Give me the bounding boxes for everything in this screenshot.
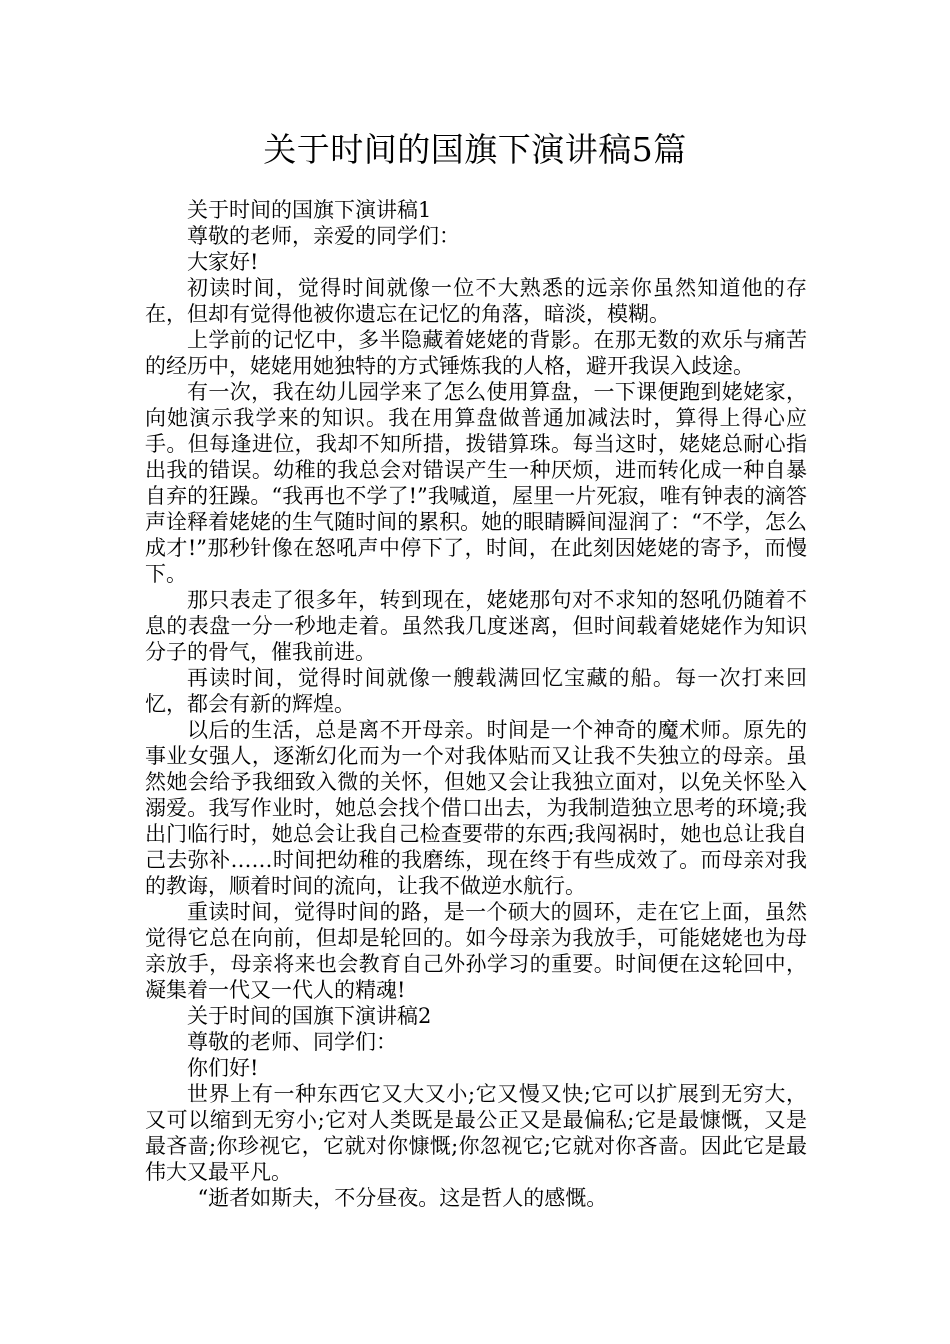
greeting: 大家好!	[187, 250, 259, 274]
salutation: 尊敬的老师、同学们：	[187, 1030, 397, 1054]
document-body	[145, 197, 807, 1211]
body-paragraph: 有一次，我在幼儿园学来了怎么使用算盘，一下课便跑到姥姥家，向她演示我学来的知识。我在用算盘做普通加减法时，算得上得心应手。但每逢进位，我却不知所措，拨错算珠。每当这时，姥姥总耐心指出我的错误。幼稚的我总会对错误产生一种厌烦，进而转化成一种自暴自弃的狂躁。“我再也不学了!”我喊道，屋里一片死寂，唯有钟表的滴答声诠释着姥姥的生气随时间的累积。她的眼睛瞬间湿润了：“不学，怎么成才!”那秒针像在怒吼声中停下了，时间，在此刻因姥姥的寄予，而慢下。	[145, 380, 807, 586]
body-paragraph: 上学前的记忆中，多半隐藏着姥姥的背影。在那无数的欢乐与痛苦的经历中，姥姥用她独特的方式锤炼我的人格，避开我误入歧途。	[145, 328, 807, 378]
speech-heading: 关于时间的国旗下演讲稿1	[187, 198, 432, 222]
body-paragraph: 再读时间，觉得时间就像一艘载满回忆宝藏的船。每一次打来回忆，都会有新的辉煌。	[145, 666, 807, 716]
body-paragraph: 世界上有一种东西它又大又小;它又慢又快;它可以扩展到无穷大，又可以缩到无穷小;它对人类既是最公正又是最偏私;它是最慷慨，又是最吝啬;你珍视它，它就对你慷慨;你忽视它;它就对你吝啬。因此它是最伟大又最平凡。	[145, 1082, 807, 1184]
salutation: 尊敬的老师，亲爱的同学们：	[187, 224, 460, 248]
body-paragraph: “逝者如斯夫，不分昼夜。这是哲人的感慨。	[197, 1186, 608, 1210]
body-paragraph: 初读时间，觉得时间就像一位不大熟悉的远亲你虽然知道他的存在，但却有觉得他被你遗忘在记忆的角落，暗淡，模糊。	[145, 276, 807, 326]
body-paragraph: 重读时间，觉得时间的路，是一个硕大的圆环，走在它上面，虽然觉得它总在向前，但却是轮回的。如今母亲为我放手，可能姥姥也为母亲放手，母亲将来也会教育自己外孙学习的重要。时间便在这轮回中，凝集着一代又一代人的精魂!	[145, 900, 807, 1002]
document-title: 关于时间的国旗下演讲稿5篇	[263, 130, 687, 169]
greeting: 你们好!	[187, 1056, 259, 1080]
body-paragraph: 那只表走了很多年，转到现在，姥姥那句对不求知的怒吼仍随着不息的表盘一分一秒地走着。虽然我几度迷离，但时间载着姥姥作为知识分子的骨气，催我前进。	[145, 588, 807, 664]
body-paragraph: 以后的生活，总是离不开母亲。时间是一个神奇的魔术师。原先的事业女强人，逐渐幻化而为一个对我体贴而又让我不失独立的母亲。虽然她会给予我细致入微的关怀，但她又会让我独立面对，以免关怀坠入溺爱。我写作业时，她总会找个借口出去，为我制造独立思考的环境;我出门临行时，她总会让我自己检查要带的东西;我闯祸时，她也总让我自己去弥补……时间把幼稚的我磨练，现在终于有些成效了。而母亲对我的教诲，顺着时间的流向，让我不做逆水航行。	[145, 718, 807, 898]
speech-heading: 关于时间的国旗下演讲稿2	[187, 1004, 432, 1028]
